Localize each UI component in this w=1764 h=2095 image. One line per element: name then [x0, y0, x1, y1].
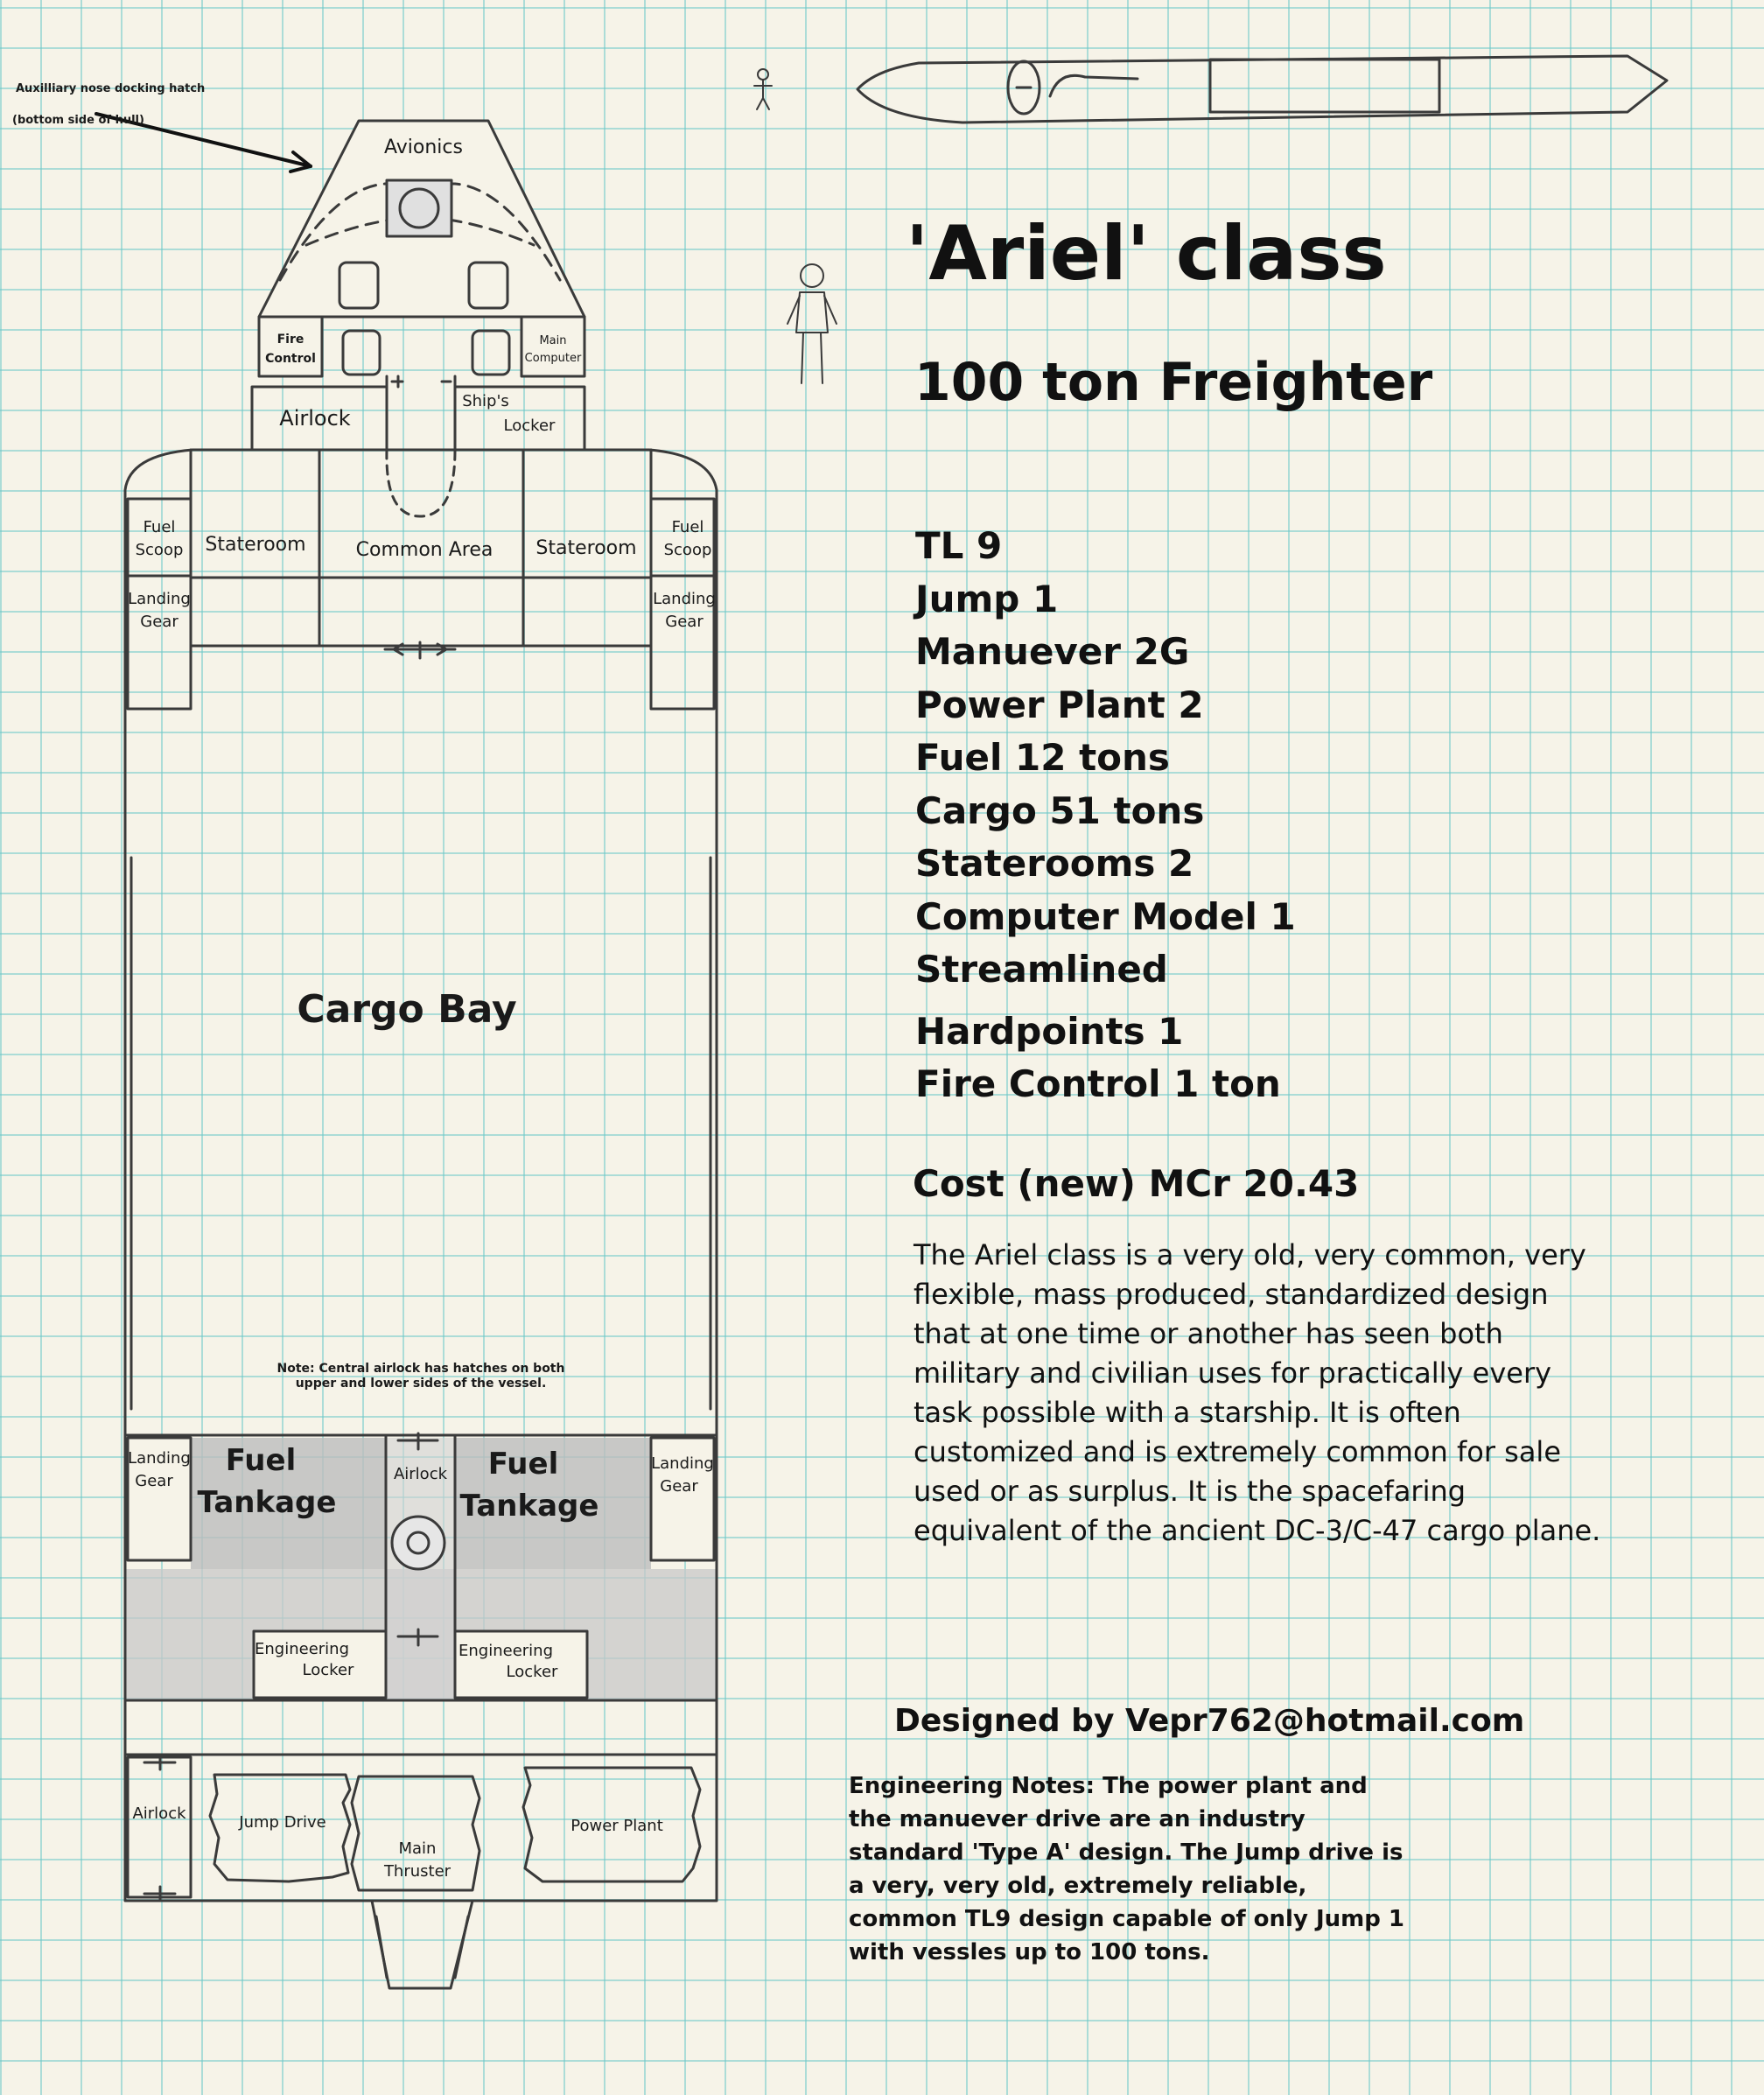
spec-item: Fire Control 1 ton [915, 1062, 1281, 1105]
room-eng-locker-right-line2: Locker [506, 1663, 558, 1681]
room-fire-control-line1: Fire [276, 333, 304, 347]
console-seat-right [472, 331, 509, 375]
room-landing-gear-fl-line2: Gear [140, 613, 178, 631]
room-landing-gear-ar-line2: Gear [660, 1477, 698, 1496]
room-airlock-central: Airlock [393, 1465, 448, 1483]
room-avionics: Avionics [384, 137, 463, 158]
nose-hatch-note-line1: Auxilliary nose docking hatch [16, 82, 206, 95]
common-area-dashed [387, 450, 455, 516]
scale-figure-small [754, 69, 772, 109]
forward-hatch [392, 376, 451, 387]
room-eng-locker-right-line1: Engineering [458, 1642, 553, 1660]
spec-item: Hardpoints 1 [915, 1009, 1184, 1053]
ship-description: The Ariel class is a very old, very common, very flexible, mass produced, standardized design that at one time or another has seen both military and civilian uses for practically every task possible with a starship. It is often customized and is extremely common for sale used or as surplus. It is the spacefaring equivalent of the ancient DC-3/C-47 cargo plane. [914, 1238, 1601, 1547]
ship-cost: Cost (new) MCr 20.43 [913, 1162, 1360, 1205]
spec-item: Streamlined [915, 948, 1168, 991]
spec-item: Computer Model 1 [915, 894, 1296, 938]
room-fire-control-line2: Control [265, 352, 316, 366]
room-main-computer-line2: Computer [524, 352, 582, 365]
room-power-plant: Power Plant [570, 1817, 663, 1835]
room-main-thruster-line1: Main [398, 1839, 437, 1858]
ship-subtitle: 100 ton Freighter [914, 352, 1433, 413]
room-main-computer-line1: Main [539, 334, 567, 347]
spec-item: Jump 1 [915, 577, 1059, 620]
room-landing-gear-fr-line2: Gear [665, 613, 704, 631]
nose-hatch-note-line2: (bottom side of hull) [12, 114, 144, 127]
room-fuel-scoop-right-line1: Fuel [671, 518, 704, 536]
console-seat-left [343, 331, 380, 375]
room-stateroom-right: Stateroom [536, 537, 637, 559]
room-common-area: Common Area [355, 539, 494, 561]
side-profile-cargo [1210, 60, 1439, 112]
nozzle-left-flare [376, 1916, 387, 1978]
spec-item: Manuever 2G [915, 630, 1190, 673]
spec-list [915, 520, 1296, 1111]
ship-class-title: 'Ariel' class [906, 210, 1387, 298]
room-fuel-tankage-right-line1: Fuel [487, 1447, 559, 1482]
room-ships-locker-line1: Ship's [462, 392, 509, 410]
room-fuel-tankage-right-line2: Tankage [459, 1489, 599, 1524]
spec-item: Power Plant 2 [915, 683, 1204, 726]
room-fuel-scoop-left-line2: Scoop [135, 541, 184, 559]
room-eng-locker-left-line2: Locker [302, 1661, 354, 1679]
fuel-scoop-right-box [651, 499, 714, 576]
central-airlock-hatch [392, 1517, 444, 1569]
central-airlock-note: Note: Central airlock has hatches on both upper and lower sides of the vessel. [276, 1362, 565, 1391]
room-fuel-tankage-left-line2: Tankage [197, 1485, 337, 1520]
room-cargo-bay: Cargo Bay [297, 987, 517, 1032]
airlock-aft-box [128, 1757, 191, 1897]
spec-item: Cargo 51 tons [915, 788, 1205, 832]
spec-item: Fuel 12 tons [915, 736, 1170, 779]
room-stateroom-left: Stateroom [205, 534, 306, 556]
room-jump-drive: Jump Drive [239, 1813, 326, 1832]
room-landing-gear-ar-line1: Landing [651, 1454, 714, 1473]
fuel-scoop-left-box [128, 499, 191, 576]
room-landing-gear-al-line1: Landing [128, 1449, 191, 1468]
room-landing-gear-fl-line1: Landing [128, 590, 191, 608]
spec-item: TL 9 [915, 524, 1003, 567]
room-ships-locker-line2: Locker [503, 417, 556, 435]
nozzle-right-flare [455, 1916, 468, 1978]
room-fuel-scoop-right-line2: Scoop [663, 541, 712, 559]
side-profile-cockpit [1050, 75, 1138, 96]
room-fuel-tankage-left-line1: Fuel [225, 1443, 297, 1478]
room-airlock-aft: Airlock [132, 1804, 186, 1823]
room-eng-locker-left-line1: Engineering [255, 1640, 349, 1658]
room-airlock-fwd: Airlock [279, 406, 351, 431]
room-landing-gear-al-line2: Gear [135, 1472, 173, 1490]
aft-airlock-door-bottom [144, 1887, 175, 1901]
spec-item: Staterooms 2 [915, 842, 1194, 885]
room-main-thruster-line2: Thruster [383, 1862, 452, 1881]
designer-credit: Designed by Vepr762@hotmail.com [894, 1703, 1525, 1739]
room-fuel-scoop-left-line1: Fuel [143, 518, 176, 536]
scale-figure-standing [788, 264, 836, 383]
room-landing-gear-fr-line1: Landing [653, 590, 716, 608]
engineering-notes: Engineering Notes: The power plant and the manuever drive are an industry standard 'Type A' design. The Jump drive is a very, very old, extremely reliable, common TL9 design capable of only Jump 1 with vessles up to 100 tons. [849, 1773, 1404, 1965]
